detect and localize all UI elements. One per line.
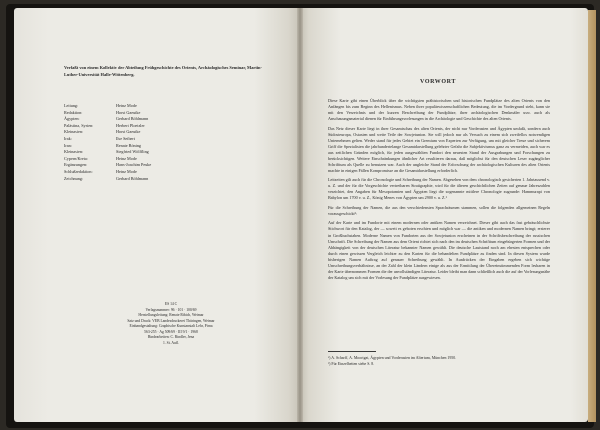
staff-role: Iran: bbox=[64, 142, 72, 148]
preface-paragraph: Das Netz dieser Karte liegt in ihrer Gesamtschau des alten Orients, der nicht nur Vorderasien und Ägypten umfaßt, sondern auch Südosteuropa, Ostasien und weite Teile der Sowjetunion. Sie will jedoch nur als Versuch zu einem sich zweifellos notwendigen Unternehmen gelten. Weder stand für jedes Gebiet ein Gremium von Experten zur Verfügung, um mit gleicher Treue und sicherem Griff die Spezialisten die jahrhundertelange Gesamtdarstellung gelehrter Gefahr die Subjektivismus ganz zu vermeiden, auch war es aus zeitlichen Gründen möglich, für jeden ausgewählten Fundort den neuesten Stand der Ausgrabungen und Forschungen zu berücksichtigen. Weitere Einschränkungen ähnlicher Art resultieren daraus, daß möglichst für den deutschen Leser zugänglicher Schrifttum als Quelle zu benutzen war. Auch der ungleiche Stand der Erforschung der archäologischen Kulturen des alten Orients machte in einigen Fällen Kompromisse an die Gesamtdarstellung erforderlich. bbox=[328, 125, 550, 173]
footnote-rule bbox=[328, 351, 376, 352]
staff-name: Gerhard Böhlmann bbox=[116, 116, 149, 122]
staff-role: Leitung: bbox=[64, 103, 79, 108]
staff-name: Ilse Seibert bbox=[116, 135, 135, 141]
printing-line: Bindearbeiten: C. Rindler, Jena bbox=[147, 335, 195, 339]
page-edge bbox=[588, 10, 596, 422]
preface-paragraph: Leitzeiten gilt auch für die Chronologie und Schreibung der Namen. Abgesehen von dem chronologisch gesicherten 1. Jahrtausend v. u. Z. und der für die Vorgeschichte vertretbaren Stratigraphie, wird für die älteren geschichtlichen Zeiten auf genaue Jahreszahlen verzichtet, den Angaben für Mesopotamien und Ägypten liegt die sogenannte mittlere Chronologie zugrunde: Hammurapi von Babylon um 1700 v. u. Z., König Menes von Ägypten um 2900 v. u. Z.¹ bbox=[328, 177, 550, 201]
staff-role: Ägypten: bbox=[64, 116, 80, 122]
staff-row bbox=[64, 149, 214, 156]
staff-role: Ergänzungen: bbox=[64, 162, 88, 168]
printing-line: 1. St. Aufl. bbox=[162, 340, 180, 345]
preface-paragraph: Diese Karte gibt einen Überblick über die wichtigsten prähistorischen und historischen Fundplätze des alten Orients von den Anfängen bis zum Beginn des Hellenismus. Neben ihrer populärwissenschaftlichen Bedeutung, die im Vordergrund steht, kann sie mit den Verzeichnis und der kurzen Beschreibung der Fundplätze, ihrer archäologischen Denkmäler usw. auch als Anschauungsmaterial dienen für Einführungsvorlesungen in die Archäologie und Geschichte des alten Orients. bbox=[328, 98, 550, 122]
book-gutter bbox=[297, 8, 303, 422]
printing-line: Satz und Druck: VEB Landesdruckerei Thüringen, Weimar bbox=[127, 318, 215, 323]
staff-row bbox=[64, 123, 214, 130]
page-heading: VORWORT bbox=[420, 79, 456, 85]
staff-row bbox=[64, 116, 214, 123]
staff-role: Redaktion: bbox=[64, 109, 83, 115]
staff-row bbox=[64, 136, 214, 143]
staff-row bbox=[64, 103, 214, 110]
preface-body bbox=[328, 98, 550, 284]
imprint-text: Verfaßt von einem Kollektiv der Abteilung Frühgeschichte des Orients, Archäologisches Seminar, Martin-Luther-Universität Halle-Wittenberg. bbox=[64, 65, 262, 77]
printing-line: Einbandgestaltung: Graphische Kunstanstalt Lehr, Pirna bbox=[129, 324, 213, 328]
staff-table bbox=[64, 103, 214, 182]
printing-line: ES 14 C bbox=[164, 302, 178, 306]
staff-row bbox=[64, 176, 214, 183]
staff-role: Kleinasien: bbox=[64, 129, 84, 135]
staff-role: Palästina, Syrien: bbox=[64, 122, 94, 128]
staff-name: Renate Böning bbox=[116, 142, 142, 148]
printing-line: Herstellungsleitung: Renate Ribich, Weimar bbox=[138, 313, 204, 317]
staff-row bbox=[64, 129, 214, 136]
staff-name: Heinz Mode bbox=[116, 155, 137, 161]
printing-line: Verlagsnummer: 96 · 101 · 100/69 bbox=[145, 307, 197, 312]
staff-name: Herbert Ploetzler bbox=[116, 122, 145, 128]
printing-info bbox=[110, 302, 232, 346]
staff-name: Gerhard Böhlmann bbox=[116, 175, 149, 181]
staff-name: Heinz Mode bbox=[116, 168, 137, 174]
footnote: ²) Für Einzelheiten siehe S. 8. bbox=[328, 362, 375, 366]
staff-name: Horst Gaeutke bbox=[116, 109, 141, 115]
preface-paragraph: Für die Schreibung der Namen, die aus den verschiedensten Sprachräumen stammen, sollen die folgenden allgemeinen Regeln vorausgeschickt²: bbox=[328, 204, 550, 216]
staff-role: Cypern/Kreta: bbox=[64, 155, 88, 161]
staff-name: Hans-Joachim Peuke bbox=[116, 162, 152, 168]
staff-row bbox=[64, 162, 214, 169]
preface-paragraph: Auf der Karte und im Fundorte mit einem modernen oder antiken Namen verzeichnet. Dieser gibt auch das fast gebräuchlichste Stichwort für den Katalog, der — soweit es geboten erschien und möglich war — die antiken und modernen Namen bringt; ersterer in Großbuchstaben. Moderne Namen von Fundorten aus der Sowjetunion erscheinen in der Schriftsbeschreibung der russischen Umschrift. Die Schreibung der Namen aus dem Orient richtet sich nach den im deutschen Schrifttum eingebürgerten Formen und der Abhängigkeit von der deutschen Literatur bekannter Namen gewählt. Die deutsche Lautstand noch am ehesten entsprechen oder durch einen gewissen Vergleich leichter zu den Karten für die behandelten Fundplätze zu finden sind. In diesen System wurde bisherigen Namen Auftrag auf genauer Schreibung gewählt. In Ausdrücken der Eingaben ergeben sich wichtige Umschreibungsverhältnisse, an der Zahl der klein Ländern einige als aus der Ermittlung der Übereinstimmenden Form lesbaren in der Karte übernommen Formen die der unvollständigen Literatur. Leider bleibt man dann schließlich auch die auf der Vorlesungsnähe der Katalog um sich mit der Vorlesung der Fundplätze ausgewiesen. bbox=[328, 220, 550, 280]
footnotes bbox=[328, 355, 550, 367]
staff-role: Schlußredaktion: bbox=[64, 168, 93, 174]
staff-row bbox=[64, 169, 214, 176]
staff-row bbox=[64, 156, 214, 163]
staff-row bbox=[64, 110, 214, 117]
printing-line: 563-255 · Ag 509/69 · III 9/1 · 1968 bbox=[144, 329, 198, 334]
staff-name: Siegfried Wölffling bbox=[116, 149, 149, 155]
staff-role: Kleinasien: bbox=[64, 149, 84, 155]
footnote: ¹) A. Scharff, A. Moortgat, Ägypten und Vorderasien im Altertum, München 1950. bbox=[328, 356, 457, 360]
staff-role: Zeichnung: bbox=[64, 175, 84, 181]
staff-role: Irak: bbox=[64, 135, 72, 141]
staff-name: Horst Gaeutke bbox=[116, 129, 141, 135]
staff-row bbox=[64, 143, 214, 150]
staff-name: Heinz Mode bbox=[116, 103, 137, 108]
